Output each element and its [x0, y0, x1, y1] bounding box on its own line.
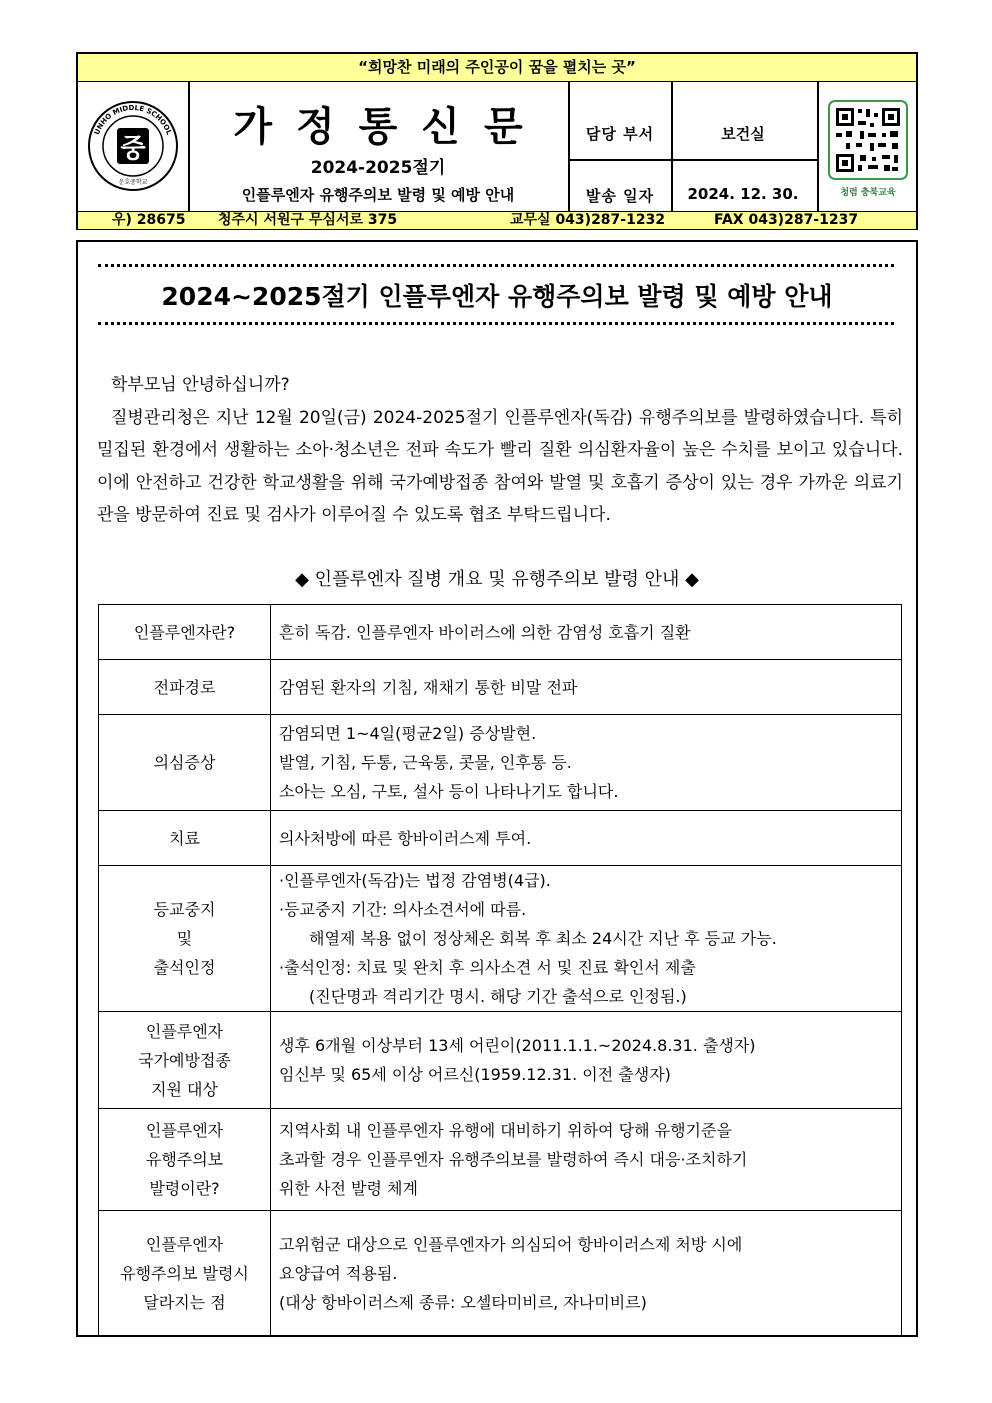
- school-logo: [78, 81, 188, 211]
- qr-code[interactable]: [826, 99, 910, 199]
- school-address-bar: [78, 211, 916, 229]
- dept-value: 보건실: [721, 125, 765, 143]
- row-content: 지역사회 내 인플루엔자 유행에 대비하기 위하여 당해 유행기준을 초과할 경우 인플루엔자 유행주의보를 발령하여 즉시 대응·조치하기 위한 사전 발령 체계: [271, 1109, 902, 1211]
- row-header: 전파경로: [99, 660, 271, 715]
- row-content: 의사처방에 따른 항바이러스제 투여.: [271, 811, 902, 866]
- table-row: [99, 1211, 902, 1337]
- row-header: 인플루엔자 유행주의보 발령이란?: [99, 1109, 271, 1211]
- table-row: [99, 1109, 902, 1211]
- table-row: [99, 605, 902, 660]
- office-phone: 교무실 043)287-1232: [510, 212, 666, 228]
- table-row: [99, 811, 902, 866]
- svg-text:중: 중: [120, 134, 146, 164]
- address-zip: 우) 28675: [112, 212, 186, 228]
- svg-text:UNHO MIDDLE SCHOOL: UNHO MIDDLE SCHOOL: [92, 103, 174, 136]
- row-header: 인플루엔자 국가예방접종 지원 대상: [99, 1012, 271, 1109]
- greeting: 학부모님 안녕하십니까?: [111, 375, 290, 395]
- document-title: 2024~2025절기 인플루엔자 유행주의보 발령 및 예방 안내: [161, 282, 833, 311]
- fax-number: FAX 043)287-1237: [714, 212, 859, 228]
- row-header: 의심증상: [99, 715, 271, 811]
- row-content: 감염된 환자의 기침, 재채기 통한 비말 전파: [271, 660, 902, 715]
- main-content-box: [76, 240, 918, 1337]
- row-header: 치료: [99, 811, 271, 866]
- table-row: [99, 660, 902, 715]
- influenza-info-table: [98, 604, 902, 1337]
- svg-text:운호중학교: 운호중학교: [118, 179, 148, 186]
- section-title: ◆ 인플루엔자 질병 개요 및 유행주의보 발령 안내 ◆: [295, 569, 699, 590]
- newsletter-season: 2024-2025절기: [310, 158, 446, 178]
- newsletter-title: 가정통신문: [233, 103, 547, 150]
- row-content: 생후 6개월 이상부터 13세 어린이(2011.1.1.~2024.8.31. 출생자) 임신부 및 65세 이상 어르신(1959.12.31. 이전 출생자): [271, 1012, 902, 1109]
- divider: [98, 322, 894, 325]
- newsletter-subject: 인플루엔자 유행주의보 발령 및 예방 안내: [241, 186, 515, 204]
- table-row: [99, 866, 902, 1012]
- row-content: 감염되면 1~4일(평균2일) 증상발현. 발열, 기침, 두통, 근육통, 콧물, 인후통 등. 소아는 오심, 구토, 설사 등이 나타나기도 합니다.: [271, 715, 902, 811]
- row-content: 흔히 독감. 인플루엔자 바이러스에 의한 감염성 호흡기 질환: [271, 605, 902, 660]
- date-label: 발송 일자: [585, 187, 655, 205]
- address: 청주시 서원구 무심서로 375: [218, 212, 398, 228]
- newsletter-header: [76, 52, 918, 230]
- header-info-row: [78, 81, 916, 211]
- row-header: 인플루엔자 유행주의보 발령시 달라지는 점: [99, 1211, 271, 1337]
- row-content: ·인플루엔자(독감)는 법정 감염병(4급). ·등교중지 기간: 의사소견서에 따름. 해열제 복용 없이 정상체온 회복 후 최소 24시간 지난 후 등교 가능. ·출석인정: 치료 및 완치 후 의사소견 서 및 진료 확인서 제출 (진단명과 격리기간 명시. 해당 기간 출석으로 인정됨.): [271, 866, 902, 1012]
- row-header: 인플루엔자란?: [99, 605, 271, 660]
- row-header: 등교중지 및 출석인정: [99, 866, 271, 1012]
- row-content: 고위험군 대상으로 인플루엔자가 의심되어 항바이러스제 처방 시에 요양급여 적용됨. (대상 항바이러스제 종류: 오셀타미비르, 자나미비르): [271, 1211, 902, 1337]
- letter-body: [97, 369, 903, 532]
- divider: [98, 264, 894, 267]
- body-paragraph: 질병관리청은 지난 12월 20일(금) 2024-2025절기 인플루엔자(독감) 유행주의보를 발령하였습니다. 특히 밀집된 환경에서 생활하는 소아·청소년은 전파 속도가 빨리 질환 의심환자율이 높은 수치를 보이고 있습니다. 이에 안전하고 건강한 학교생활을 위해 국가예방접종 참여와 발열 및 호흡기 증상이 있는 경우 가까운 의료기관을 방문하여 진료 및 검사가 이루어질 수 있도록 협조 부탁드립니다.: [97, 407, 903, 525]
- school-slogan: “희망찬 미래의 주인공이 꿈을 펼치는 곳”: [78, 54, 916, 82]
- date-value: 2024. 12. 30.: [687, 185, 799, 203]
- qr-caption: 청렴 충북교육: [840, 188, 896, 198]
- dept-label: 담당 부서: [585, 125, 655, 143]
- newsletter-title-cell: [188, 81, 568, 211]
- table-row: [99, 1012, 902, 1109]
- table-row: [99, 715, 902, 811]
